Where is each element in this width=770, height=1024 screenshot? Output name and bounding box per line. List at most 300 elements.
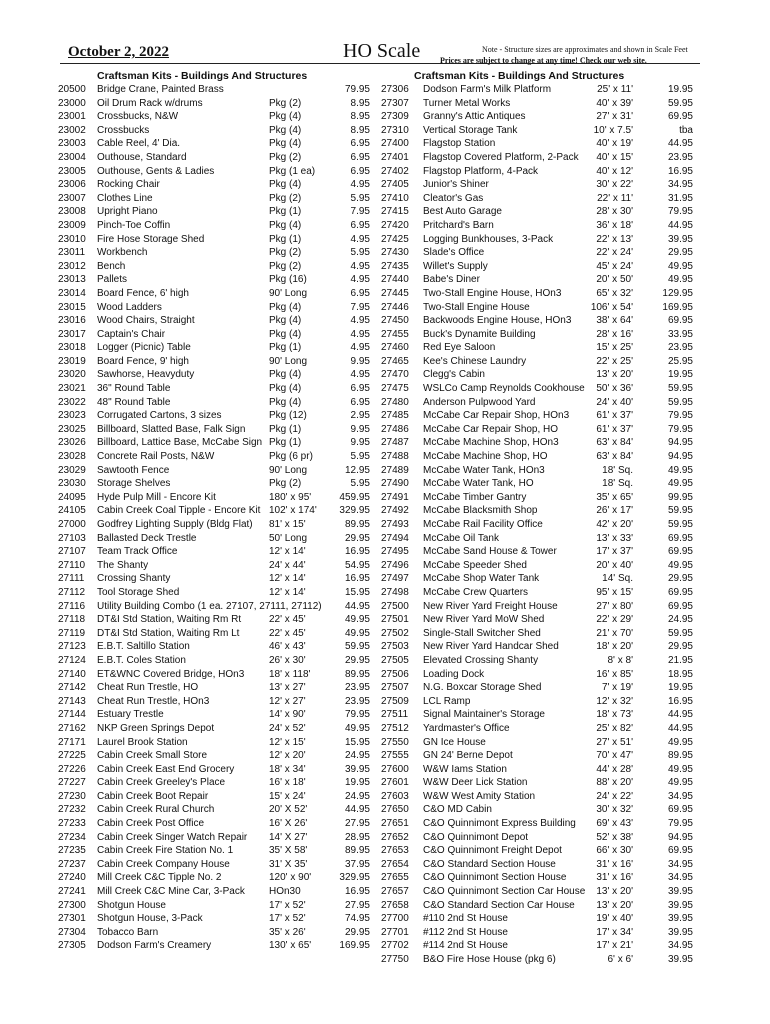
item-size: 19' x 40' — [596, 913, 633, 925]
item-number: 23013 — [58, 274, 86, 286]
item-size: 24' x 22' — [596, 790, 633, 802]
item-number: 24095 — [58, 491, 86, 503]
product-row — [58, 790, 370, 804]
item-price: 329.95 — [339, 505, 370, 517]
item-size: 30' x 32' — [596, 804, 633, 816]
item-number: 23015 — [58, 301, 86, 313]
product-row — [381, 695, 693, 709]
product-row — [58, 137, 370, 151]
product-row — [58, 491, 370, 505]
product-row — [381, 668, 693, 682]
product-row — [58, 328, 370, 342]
product-row — [58, 97, 370, 111]
item-description: Bridge Crane, Painted Brass — [97, 84, 224, 95]
item-number: 27226 — [58, 763, 86, 775]
item-number: 23018 — [58, 342, 86, 354]
item-price: 4.95 — [350, 260, 370, 272]
product-row — [381, 803, 693, 817]
item-price: 89.95 — [344, 845, 370, 857]
item-description: Pallets — [97, 274, 128, 286]
product-row — [58, 600, 370, 614]
item-price: 4.95 — [350, 328, 370, 340]
item-price: 49.95 — [667, 464, 693, 476]
item-number: 27503 — [381, 641, 409, 653]
item-number: 27450 — [381, 315, 409, 327]
item-price: 29.95 — [344, 926, 370, 938]
item-size: 20' x 50' — [596, 274, 633, 286]
item-number: 24105 — [58, 505, 86, 517]
item-price: 94.95 — [667, 451, 693, 463]
item-size: 14' Sq. — [602, 573, 633, 585]
item-price: 4.95 — [350, 315, 370, 327]
item-number: 27118 — [58, 614, 86, 626]
item-size: 31' X 35' — [269, 858, 308, 870]
item-number: 27103 — [58, 532, 86, 544]
item-number: 27445 — [381, 287, 409, 299]
item-description: Elevated Crossing Shanty — [423, 654, 539, 666]
item-description: McCabe Machine Shop, HO — [423, 451, 548, 463]
item-number: 23004 — [58, 151, 86, 163]
item-price: 16.95 — [344, 886, 370, 898]
item-size: 50' x 36' — [596, 383, 633, 395]
item-size: 13' x 20' — [596, 886, 633, 898]
item-size: 16' x 85' — [596, 668, 633, 680]
product-row — [381, 586, 693, 600]
item-price: 16.95 — [667, 695, 693, 707]
item-price: 16.95 — [344, 546, 370, 558]
item-number: 27475 — [381, 383, 409, 395]
item-description: Sawhorse, Heavyduty — [97, 369, 195, 381]
item-price: 29.95 — [344, 654, 370, 666]
item-description: Cabin Creek Fire Station No. 1 — [97, 845, 234, 857]
product-row — [381, 491, 693, 505]
item-price: 23.95 — [344, 682, 370, 694]
item-price: 19.95 — [667, 84, 693, 95]
item-price: 6.95 — [350, 287, 370, 299]
item-description: McCabe Car Repair Shop, HOn3 — [423, 410, 570, 422]
size-note-line: Note - Structure sizes are approximates and shown in Scale Feet — [482, 45, 688, 54]
item-price: 9.95 — [350, 437, 370, 449]
item-size: 10' x 7.5' — [593, 124, 633, 136]
item-price: 6.95 — [350, 138, 370, 150]
item-description: #112 2nd St House — [423, 926, 508, 938]
item-size: Pkg (6 pr) — [269, 451, 313, 463]
item-description: C&O Standard Section Car House — [423, 899, 575, 911]
item-number: 27486 — [381, 423, 409, 435]
product-row — [58, 436, 370, 450]
item-price: 59.95 — [667, 505, 693, 517]
item-number: 27655 — [381, 872, 409, 884]
item-description: Logging Bunkhouses, 3-Pack — [423, 233, 554, 245]
item-number: 27307 — [381, 97, 409, 109]
item-size: 15' x 25' — [596, 342, 633, 354]
product-row — [381, 273, 693, 287]
item-size: 30' x 22' — [596, 179, 633, 191]
item-size: 20' x 40' — [596, 559, 633, 571]
item-size: 28' x 30' — [596, 206, 633, 218]
item-price: 6.95 — [350, 383, 370, 395]
item-description: Tobacco Barn — [97, 926, 159, 938]
item-number: 27119 — [58, 627, 86, 639]
item-number: 23020 — [58, 369, 86, 381]
item-size: 36' x 18' — [596, 219, 633, 231]
item-size: 46' x 43' — [269, 641, 306, 653]
product-row — [58, 926, 370, 940]
item-number: 23022 — [58, 396, 86, 408]
item-number: 27415 — [381, 206, 409, 218]
product-row — [58, 640, 370, 654]
item-number: 27440 — [381, 274, 409, 286]
product-row — [381, 953, 693, 967]
item-size: 65' x 32' — [596, 287, 633, 299]
item-number: 27493 — [381, 519, 409, 530]
item-number: 27701 — [381, 926, 409, 938]
item-description: Godfrey Lighting Supply (Bldg Flat) — [97, 519, 253, 530]
item-description: Corrugated Cartons, 3 sizes — [97, 410, 222, 422]
product-row — [58, 110, 370, 124]
product-row — [381, 165, 693, 179]
item-size: 22' x 13' — [596, 233, 633, 245]
item-number: 23005 — [58, 165, 86, 177]
item-description: Single-Stall Switcher Shed — [423, 627, 541, 639]
item-size: 18' Sq. — [602, 464, 633, 476]
header-rule — [60, 63, 700, 64]
item-price: 44.95 — [344, 804, 370, 816]
product-row — [381, 545, 693, 559]
product-row — [381, 817, 693, 831]
item-size: Pkg (2) — [269, 192, 302, 204]
item-price: 34.95 — [667, 790, 693, 802]
item-description: Signal Maintainer's Storage — [423, 709, 545, 721]
item-price: 69.95 — [667, 532, 693, 544]
product-row — [58, 287, 370, 301]
item-description: Oil Drum Rack w/drums — [97, 97, 203, 109]
item-price: 49.95 — [667, 274, 693, 286]
item-price: 459.95 — [339, 491, 370, 503]
product-row — [381, 477, 693, 491]
item-number: 27485 — [381, 410, 409, 422]
product-row — [58, 464, 370, 478]
item-description: GN 24' Berne Depot — [423, 750, 513, 762]
item-size: 17' x 37' — [596, 546, 633, 558]
item-size: 66' x 30' — [596, 845, 633, 857]
product-row — [58, 545, 370, 559]
item-number: 27240 — [58, 872, 86, 884]
item-number: 23011 — [58, 247, 86, 259]
item-number: 27230 — [58, 790, 86, 802]
item-description: McCabe Sand House & Tower — [423, 546, 557, 558]
item-number: 27140 — [58, 668, 86, 680]
item-size: 40' x 39' — [596, 97, 633, 109]
item-number: 27601 — [381, 777, 409, 789]
item-description: W&W Deer Lick Station — [423, 777, 528, 789]
item-price: 25.95 — [667, 355, 693, 367]
item-description: Best Auto Garage — [423, 206, 502, 218]
item-description: DT&I Std Station, Waiting Rm Lt — [97, 627, 240, 639]
item-price: 79.95 — [667, 818, 693, 830]
item-description: N.G. Boxcar Storage Shed — [423, 682, 542, 694]
item-description: Dodson Farm's Creamery — [97, 940, 212, 952]
item-price: 69.95 — [667, 546, 693, 558]
item-number: 23007 — [58, 192, 86, 204]
item-number: 27420 — [381, 219, 409, 231]
item-description: McCabe Water Tank, HO — [423, 478, 534, 490]
item-description: Board Fence, 9' high — [97, 355, 189, 367]
product-row — [381, 722, 693, 736]
item-size: 35' x 26' — [269, 926, 306, 938]
item-number: 23019 — [58, 355, 86, 367]
item-price: 69.95 — [667, 315, 693, 327]
item-size: Pkg (4) — [269, 179, 302, 191]
product-row — [381, 518, 693, 532]
item-description: Willet's Supply — [423, 260, 488, 272]
item-size: 102' x 174' — [269, 505, 317, 517]
item-number: 27489 — [381, 464, 409, 476]
item-description: Captain's Chair — [97, 328, 166, 340]
item-price: 99.95 — [667, 491, 693, 503]
item-number: 27555 — [381, 750, 409, 762]
item-number: 27505 — [381, 654, 409, 666]
item-size: 18' x 34' — [269, 763, 306, 775]
item-number: 27750 — [381, 954, 409, 965]
item-description: McCabe Crew Quarters — [423, 586, 529, 598]
item-size: 35' x 65' — [596, 491, 633, 503]
item-size: 13' x 33' — [596, 532, 633, 544]
item-number: 23014 — [58, 287, 86, 299]
product-row — [381, 301, 693, 315]
item-description: Cheat Run Trestle, HO — [97, 682, 199, 694]
item-price: 4.95 — [350, 233, 370, 245]
item-description: Backwoods Engine House, HOn3 — [423, 315, 572, 327]
item-number: 27652 — [381, 831, 409, 843]
item-number: 27401 — [381, 151, 409, 163]
product-row — [381, 926, 693, 940]
item-size: 22' x 29' — [596, 614, 633, 626]
item-price: 8.95 — [350, 97, 370, 109]
item-size: Pkg (4) — [269, 124, 302, 136]
item-description: C&O Quinnimont Section Car House — [423, 886, 586, 898]
item-description: Bench — [97, 260, 126, 272]
product-row — [58, 776, 370, 790]
item-description: W&W Iams Station — [423, 763, 507, 775]
product-row — [381, 559, 693, 573]
item-price: 16.95 — [344, 573, 370, 585]
item-description: Workbench — [97, 247, 148, 259]
item-size: Pkg (1 ea) — [269, 165, 316, 177]
item-description: Cabin Creek Post Office — [97, 818, 205, 830]
item-price: 15.95 — [344, 586, 370, 598]
item-description: C&O Quinnimont Freight Depot — [423, 845, 562, 857]
product-row — [58, 559, 370, 573]
product-row — [58, 736, 370, 750]
product-row — [381, 151, 693, 165]
item-size: 21' x 70' — [596, 627, 633, 639]
item-size: 7' x 19' — [601, 682, 633, 694]
product-row — [381, 464, 693, 478]
item-price: 39.95 — [667, 233, 693, 245]
item-description: Flagstop Station — [423, 138, 496, 150]
product-row — [58, 831, 370, 845]
item-description: Yardmaster's Office — [423, 722, 510, 734]
product-row — [58, 518, 370, 532]
product-row — [381, 178, 693, 192]
product-row — [58, 368, 370, 382]
item-description: LCL Ramp — [423, 695, 471, 707]
item-size: 90' Long — [269, 355, 308, 367]
item-description: Wood Ladders — [97, 301, 162, 313]
item-number: 23000 — [58, 97, 86, 109]
item-size: 25' x 11' — [597, 84, 633, 95]
item-size: 16' x 18' — [269, 777, 306, 789]
item-number: 23010 — [58, 233, 86, 245]
item-price: 5.95 — [350, 451, 370, 463]
item-size: 16' X 26' — [269, 818, 308, 830]
item-description: WSLCo Camp Reynolds Cookhouse — [423, 383, 585, 395]
item-price: 44.95 — [667, 219, 693, 231]
item-size: 90' Long — [269, 287, 308, 299]
item-size: 180' x 95' — [269, 491, 312, 503]
item-price: 59.95 — [667, 519, 693, 530]
item-size: 40' x 15' — [596, 151, 633, 163]
product-row — [58, 178, 370, 192]
item-price: 49.95 — [344, 722, 370, 734]
item-description: McCabe Shop Water Tank — [423, 573, 540, 585]
product-row — [58, 355, 370, 369]
item-size: 17' x 21' — [596, 940, 633, 952]
item-number: 27700 — [381, 913, 409, 925]
item-number: 27507 — [381, 682, 409, 694]
item-price: 34.95 — [667, 872, 693, 884]
item-size: 44' x 28' — [596, 763, 633, 775]
item-number: 27653 — [381, 845, 409, 857]
item-size: 38' x 64' — [596, 315, 633, 327]
product-row — [381, 532, 693, 546]
item-description: Laurel Brook Station — [97, 736, 188, 748]
item-number: 27603 — [381, 790, 409, 802]
item-size: 40' x 19' — [596, 138, 633, 150]
item-description: Utility Building Combo (1 ea. 27107, 27111, 27112) — [97, 600, 322, 612]
item-number: 27305 — [58, 940, 86, 952]
item-price: 16.95 — [667, 165, 693, 177]
product-row — [381, 97, 693, 111]
item-number: 27301 — [58, 913, 86, 925]
item-number: 27241 — [58, 886, 86, 898]
item-price: 79.95 — [667, 410, 693, 422]
product-row — [58, 396, 370, 410]
product-row — [381, 423, 693, 437]
item-number: 27446 — [381, 301, 409, 313]
item-size: Pkg (4) — [269, 111, 302, 123]
item-size: Pkg (2) — [269, 151, 302, 163]
product-row — [381, 396, 693, 410]
item-number: 27234 — [58, 831, 86, 843]
product-row — [58, 301, 370, 315]
item-number: 23021 — [58, 383, 86, 395]
item-description: Anderson Pulpwood Yard — [423, 396, 536, 408]
item-price: 59.95 — [667, 396, 693, 408]
item-price: 54.95 — [344, 559, 370, 571]
item-size: 27' x 31' — [596, 111, 633, 123]
item-description: New River Yard Handcar Shed — [423, 641, 559, 653]
item-number: 27111 — [58, 573, 85, 585]
item-size: Pkg (4) — [269, 138, 302, 150]
item-price: 24.95 — [667, 614, 693, 626]
product-row — [58, 246, 370, 260]
item-size: Pkg (2) — [269, 478, 302, 490]
item-price: 27.95 — [344, 818, 370, 830]
item-size: 14' X 27' — [269, 831, 308, 843]
item-description: Cabin Creek East End Grocery — [97, 763, 235, 775]
item-size: Pkg (16) — [269, 274, 307, 286]
item-price: 37.95 — [344, 858, 370, 870]
item-price: 79.95 — [344, 709, 370, 721]
item-price: 28.95 — [344, 831, 370, 843]
product-row — [58, 409, 370, 423]
item-number: 27658 — [381, 899, 409, 911]
item-description: Shotgun House — [97, 899, 166, 911]
item-price: 49.95 — [667, 260, 693, 272]
product-row — [381, 192, 693, 206]
item-description: Flagstop Covered Platform, 2-Pack — [423, 151, 579, 163]
product-row — [58, 83, 370, 97]
product-row — [381, 287, 693, 301]
item-size: 17' x 52' — [269, 913, 306, 925]
product-row — [381, 640, 693, 654]
item-size: 22' x 45' — [269, 627, 306, 639]
product-row — [58, 341, 370, 355]
item-size: Pkg (4) — [269, 369, 302, 381]
item-number: 27425 — [381, 233, 409, 245]
item-size: 22' x 11' — [597, 192, 633, 204]
item-description: Team Track Office — [97, 546, 178, 558]
item-price: 59.95 — [344, 641, 370, 653]
product-row — [58, 233, 370, 247]
item-price: 29.95 — [667, 641, 693, 653]
item-number: 27511 — [381, 709, 409, 721]
item-size: 12' x 15' — [269, 736, 306, 748]
item-price: 5.95 — [350, 247, 370, 259]
product-row — [58, 844, 370, 858]
item-price: 79.95 — [667, 206, 693, 218]
item-price: 18.95 — [667, 668, 693, 680]
item-description: Cabin Creek Greeley's Place — [97, 777, 226, 789]
right-product-list — [381, 83, 693, 967]
item-description: Logger (Picnic) Table — [97, 342, 191, 354]
item-size: 12' x 14' — [269, 546, 306, 558]
item-price: 19.95 — [344, 777, 370, 789]
item-description: Clothes Line — [97, 192, 153, 204]
item-price: 33.95 — [667, 328, 693, 340]
product-row — [58, 572, 370, 586]
product-row — [381, 939, 693, 953]
item-size: 40' x 12' — [596, 165, 633, 177]
item-size: Pkg (1) — [269, 233, 302, 245]
price-note-line: Prices are subject to change at any time! Check our web site. — [440, 56, 647, 65]
product-row — [381, 776, 693, 790]
item-number: 23006 — [58, 179, 86, 191]
item-number: 27496 — [381, 559, 409, 571]
item-description: Board Fence, 6' high — [97, 287, 189, 299]
item-price: 59.95 — [667, 383, 693, 395]
item-description: Red Eye Saloon — [423, 342, 496, 354]
item-price: 44.95 — [667, 709, 693, 721]
product-row — [381, 314, 693, 328]
item-description: Junior's Shiner — [423, 179, 489, 191]
item-description: Upright Piano — [97, 206, 158, 218]
item-price: 94.95 — [667, 437, 693, 449]
left-product-list — [58, 83, 370, 953]
item-number: 27492 — [381, 505, 409, 517]
